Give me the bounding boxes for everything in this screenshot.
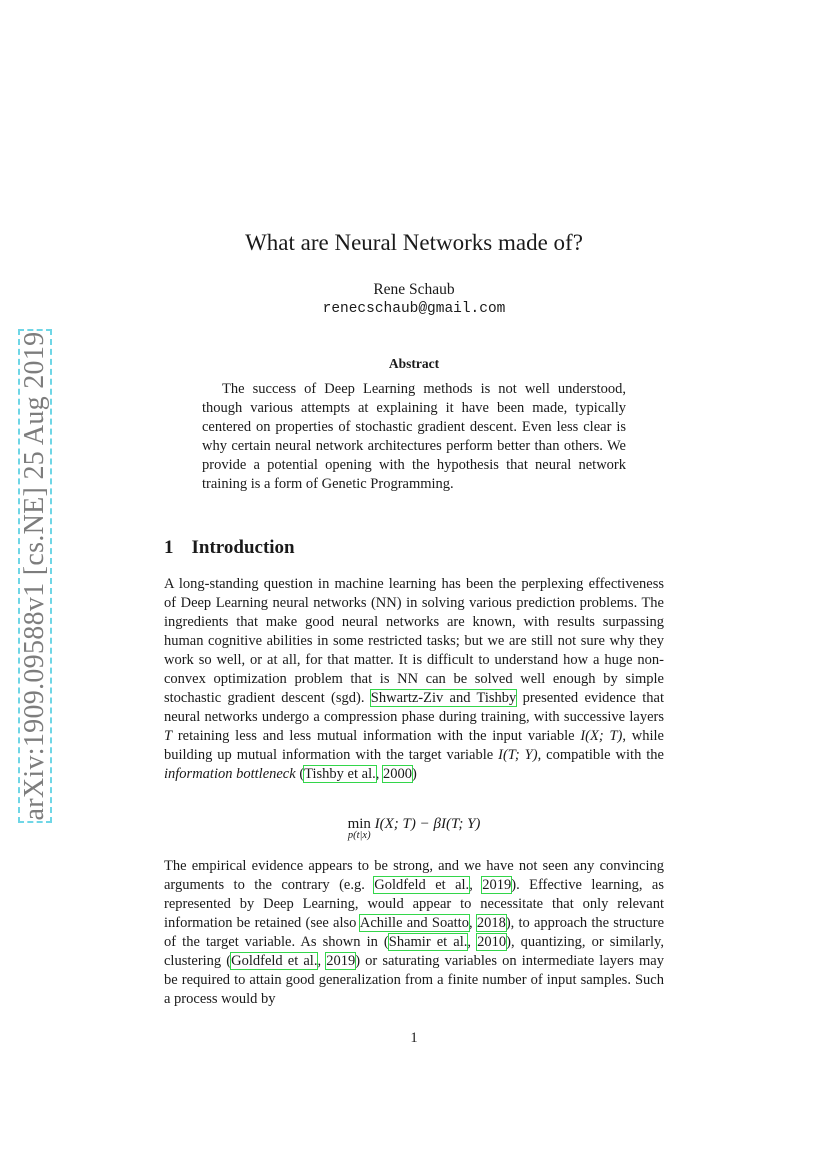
citation-link[interactable]: Achille and Soatto [359,915,469,931]
citation-year-link[interactable]: 2019 [326,953,356,969]
math-expression: I(X; T) [580,728,623,744]
equation [0,816,828,841]
author-email: renecschaub@gmail.com [322,301,506,317]
section-heading [164,537,295,559]
text-run: ) [411,766,417,782]
text-run: , [468,915,477,931]
text-run: A long-standing question in machine learning has been the perplexing effectiveness of Deep Learning neural networks (NN) in solving various prediction problems. The ingredients that make good neural networks are known, with results surpassing human cognitive abilities in some restricted tasks; but we are still not sure why they work so well, or at all, for that matter. It is difficult to understand how a huge non-convex optimization problem that is NN can be solved well enough by simple stochastic gradient descent (sgd). [164,576,664,706]
citation-link[interactable]: Shamir et al. [388,934,468,950]
equation-body: I(X; T) − βI(T; Y) [374,816,481,832]
text-run: ), to approach the structure of the target variable. As shown in ( [164,915,665,950]
text-run: , [469,877,483,893]
text-run: ( [295,766,305,782]
min-operator: min [347,816,371,832]
abstract-body: The success of Deep Learning methods is not well understood, though various attempts at explaining it have been made, typically centered on properties of stochastic gradient descent. Even less clear is why certain neural network architectures perform better than others. We provide a potential opening with the hypothesis that neural network training is a form of Genetic Programming. [202,381,626,492]
text-run: , while building up mutual information with the target variable [164,728,664,763]
text-run: , [375,766,383,782]
text-run: ). Effective learning, as represented by Deep Learning, would appear to necessitate that only relevant information be retained (see also [164,877,664,931]
citation-link[interactable]: Tishby et al. [304,766,376,782]
math-variable: T [164,728,173,744]
text-run: ), quantizing, or similarly, clustering ( [164,934,664,969]
text-run: , compatible with the [537,747,664,763]
citation-link[interactable]: Goldfeld et al. [374,877,470,893]
intro-paragraph-2 [164,857,664,1009]
text-run: , [317,953,327,969]
arxiv-stamp-text: arXiv:1909.09588v1 [cs.NE] 25 Aug 2019 [19,331,50,821]
intro-paragraph-1 [164,575,664,784]
arxiv-stamp [18,329,52,823]
text-run: , [467,934,478,950]
author-name: Rene Schaub [373,281,455,298]
citation-year-link[interactable]: 2000 [382,766,412,782]
equation-operator [348,816,371,841]
min-subscript: p(t|x) [347,830,371,841]
math-expression: I(T; Y) [498,747,538,763]
section-title: Introduction [191,537,295,558]
text-run: retaining less and less mutual information with the input variable [172,728,581,744]
text-run: ) or saturating variables on intermediate layers may be required to attain good generalization from a finite number of input samples. Such a process would by [164,953,664,1007]
citation-link[interactable]: Shwartz-Ziv and Tishby [370,690,517,706]
citation-year-link[interactable]: 2018 [476,915,506,931]
page-number: 1 [410,1030,418,1046]
paper-title: What are Neural Networks made of? [245,230,583,255]
abstract-heading: Abstract [388,356,440,371]
emphasis: information bottleneck [164,766,296,782]
citation-year-link[interactable]: 2019 [482,877,512,893]
text-run: The empirical evidence appears to be strong, and we have not seen any convincing arguments to the contrary (e.g. [164,858,664,893]
section-number: 1 [164,537,174,558]
citation-year-link[interactable]: 2010 [477,934,507,950]
citation-link[interactable]: Goldfeld et al. [231,953,318,969]
text-run: presented evidence that neural networks undergo a compression phase during training, with successive layers [164,690,665,725]
